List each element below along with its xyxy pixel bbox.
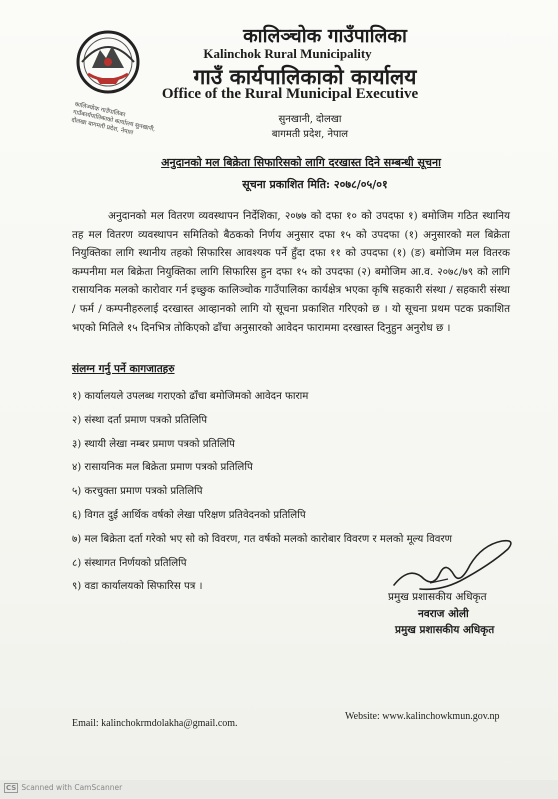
attachment-item: ९) वडा कार्यालयको सिफारिस पत्र । [72,581,203,593]
handwritten-signature [390,535,520,595]
scanner-watermark-text: Scanned with CamScanner [21,783,123,792]
signatory-title: प्रमुख प्रशासकीय अधिकृत [388,591,487,603]
published-date: सूचना प्रकाशित मिति: २०७८/०५/०१ [242,178,388,191]
signatory-name: नवराज ओली [418,608,469,620]
signatory-stamp: प्रमुख प्रशासकीय अधिकृत [395,624,495,636]
municipality-name-nepali: कालिञ्चोक गाउँपालिका [243,25,407,47]
attachment-item: ५) करचुक्ता प्रमाण पत्रको प्रतिलिपि [72,486,203,498]
footer-website: Website: www.kalinchowkmun.gov.np [345,711,500,722]
office-stamp: कालिञ्चोक गाउँपालिका गाउँकार्यपालिकाको कार्यालय सुनखानी, दोलखा बागमती प्रदेश, नेपाल [70,100,156,137]
notice-body: अनुदानको मल वितरण व्यवस्थापन निर्देशिका, २०७७ को दफा १० को उपदफा १) बमोजिम गठित स्थानिय तह मल वितरण व्यवस्थापन समितिको बैठकको निर्णय अनुसार दफा १५ को उपदफा (१) अनुसारको मल बिक्रेता नियुक्तिका लागि स्थानीय तहको सिफारिस आवश्यक पर्ने हुँदा दफा ११ को उपदफा (१) (ङ) बमोजिम मल वितरक कम्पनीमा मल बिक्रेता नियुक्तिका लागि सिफारिस हुन दफा १५ को उपदफा (२) बमोजिम आ.व. २०७८/७९ को लागि रासायनिक मलको कारोवार गर्न इच्छुक कालिञ्चोक गाउँपालिका कार्यक्षेत्र भएका कृषि सहकारी संस्था / सहकारी संस्था / फर्म / कम्पनीहरुलाई दरखास्त आव्हानको लागि यो सूचना प्रकाशित गरिएको छ । यो सूचना प्रथम पटक प्रकाशित भएको मितिले १५ दिनभित्र तोकिएको ढाँचा अनुसारको आवेदन फाराममा दरखास्त दिनुहुन अनुरोध छ । [72,210,510,334]
attachments-heading: संलग्न गर्नु पर्ने कागजातहरु [72,363,175,375]
notice-subject: अनुदानको मल बिक्रेता सिफारिसको लागि दरखास्त दिने सम्बन्धी सूचना [161,156,441,169]
attachment-item: ८) संस्थागत निर्णयको प्रतिलिपि [72,557,187,569]
camscanner-logo-icon: CS [6,784,17,792]
attachment-item: २) संस्था दर्ता प्रमाण पत्रको प्रतिलिपि [72,414,208,426]
location-line-1: सुनखानी, दोलखा [278,114,342,125]
municipality-name-english: Kalinchok Rural Municipality [203,46,372,61]
office-name-english: Office of the Rural Municipal Executive [161,86,419,102]
nepal-emblem-logo [70,28,146,94]
scanner-watermark [4,783,122,793]
office-name-nepali: गाउँ कार्यपालिकाको कार्यालय [193,64,417,89]
location-line-2: बागमती प्रदेश, नेपाल [271,129,349,140]
attachment-item: १) कार्यालयले उपलब्ध गराएको ढाँचा बमोजिमको आवेदन फाराम [72,391,309,402]
attachment-item: ६) विगत दुई आर्थिक वर्षको लेखा परिक्षण प्रतिवेदनको प्रतिलिपि [72,509,306,521]
footer-email: Email: kalinchokrmdolakha@gmail.com. [72,718,238,729]
attachment-item: ७) मल बिक्रेता दर्ता गरेको भए सो को विवरण, गत वर्षको मलको कारोबार विवरण र मलको मूल्य विवरण [72,533,452,545]
attachment-item: ३) स्थायी लेखा नम्बर प्रमाण पत्रको प्रतिलिपि [72,438,235,450]
attachment-item: ४) रासायनिक मल बिक्रेता प्रमाण पत्रको प्रतिलिपि [72,462,253,474]
